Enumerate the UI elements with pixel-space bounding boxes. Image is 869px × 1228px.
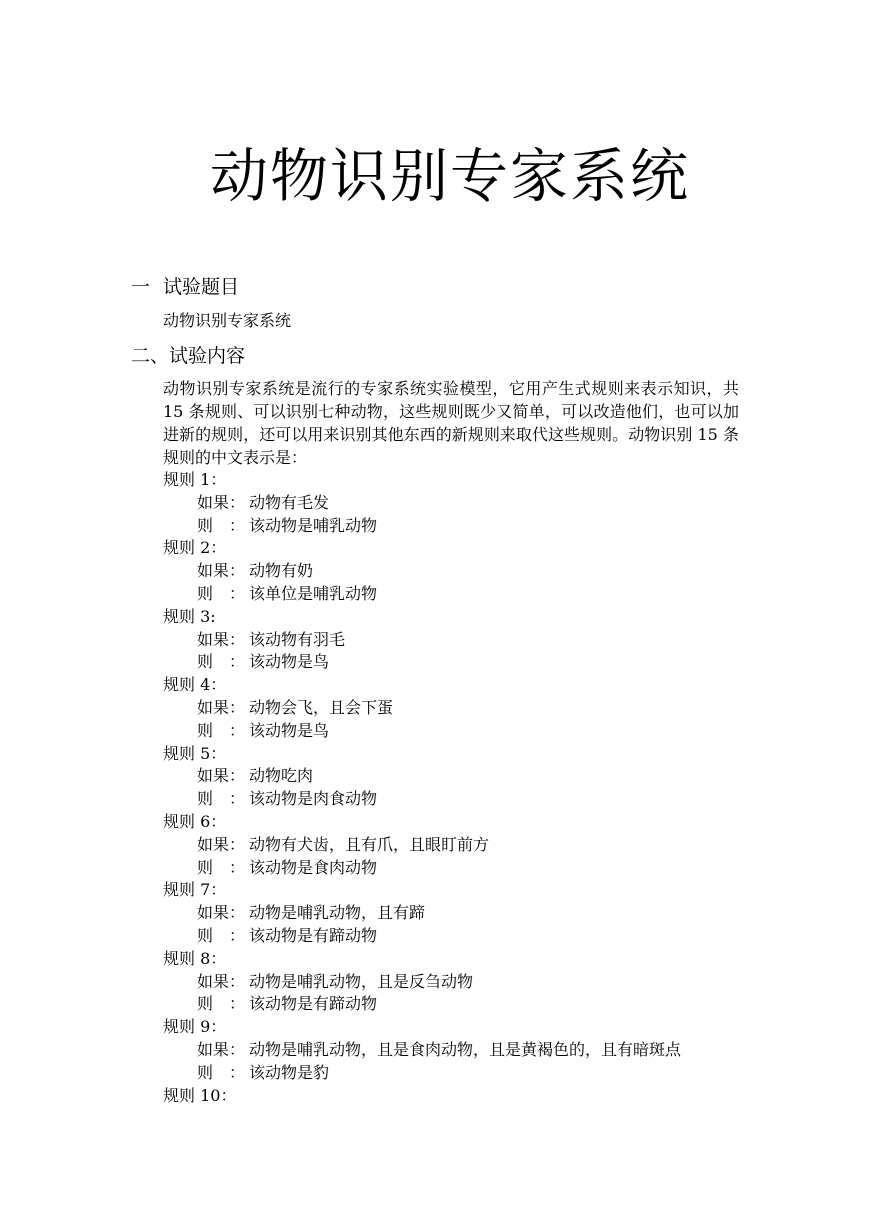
rule-conclusion: 该动物是哺乳动物	[249, 515, 378, 535]
rule-condition: 动物吃肉	[249, 766, 314, 786]
section-2-heading: 二、试验内容	[131, 345, 246, 367]
rule-then-keyword: 则 ：	[197, 515, 246, 535]
rule-2	[163, 537, 763, 605]
rule-label: 规则 6：	[163, 811, 227, 831]
rule-conclusion: 该单位是哺乳动物	[249, 583, 378, 603]
section-2-intro: 动物识别专家系统是流行的专家系统实验模型，它用产生式规则来表示知识，共 15 条规则、可以识别七种动物，这些规则既少又简单，可以改造他们，也可以加进新的规则，还可以用来识别其他东西的新规则来取代这些规则。动物识别 15 条规则的中文表示是：	[163, 379, 739, 467]
rules-list	[163, 469, 763, 1107]
rule-condition: 动物是哺乳动物，且有蹄	[249, 903, 426, 923]
rule-then-keyword: 则 ：	[197, 857, 246, 877]
rule-conclusion: 该动物是有蹄动物	[249, 994, 378, 1014]
rule-conclusion: 该动物是鸟	[249, 720, 330, 740]
rule-if-line	[163, 902, 763, 925]
rule-if-keyword: 如果：	[197, 903, 246, 923]
document-title: 动物识别专家系统	[209, 142, 690, 210]
rule-conclusion: 该动物是有蹄动物	[249, 925, 378, 945]
rule-if-line	[163, 834, 763, 857]
rule-label: 规则 10：	[163, 1085, 237, 1105]
rule-if-keyword: 如果：	[197, 1039, 246, 1059]
rule-condition: 动物有奶	[249, 561, 314, 581]
rule-condition: 动物有犬齿，且有爪，且眼盯前方	[249, 834, 490, 854]
rule-conclusion: 该动物是食肉动物	[249, 857, 378, 877]
rule-if-keyword: 如果：	[197, 492, 246, 512]
rule-then-line	[163, 993, 763, 1016]
rule-then-line	[163, 925, 763, 948]
rule-label: 规则 7：	[163, 880, 227, 900]
rule-if-line	[163, 629, 763, 652]
rule-9	[163, 1016, 763, 1084]
rule-3	[163, 606, 763, 674]
rule-conclusion: 该动物是肉食动物	[249, 789, 378, 809]
section-1-number: 一	[131, 276, 151, 298]
rule-label: 规则 8：	[163, 948, 227, 968]
rule-then-keyword: 则 ：	[197, 925, 246, 945]
rule-if-keyword: 如果：	[197, 766, 246, 786]
rule-then-line	[163, 1062, 763, 1085]
rule-if-keyword: 如果：	[197, 561, 246, 581]
rule-1	[163, 469, 763, 537]
rule-label: 规则 1：	[163, 470, 227, 489]
rule-then-line	[163, 788, 763, 811]
rule-then-keyword: 则 ：	[197, 652, 246, 672]
rule-if-keyword: 如果：	[197, 971, 246, 991]
rule-then-line	[163, 515, 763, 538]
rule-if-keyword: 如果：	[197, 629, 246, 649]
section-1-text: 动物识别专家系统	[163, 311, 292, 330]
rule-if-keyword: 如果：	[197, 697, 246, 717]
rule-if-line	[163, 560, 763, 583]
rule-6	[163, 811, 763, 879]
rule-conclusion: 该动物是鸟	[249, 652, 330, 672]
rule-label: 规则 5：	[163, 743, 227, 763]
rule-4	[163, 674, 763, 742]
rule-label: 规则 4：	[163, 675, 227, 695]
rule-condition: 动物会飞，且会下蛋	[249, 697, 394, 717]
section-1-heading	[131, 274, 239, 300]
rule-then-line	[163, 651, 763, 674]
rule-if-line	[163, 765, 763, 788]
section-1-title: 试验题目	[163, 276, 240, 298]
rule-if-line	[163, 1039, 763, 1062]
rule-if-line	[163, 971, 763, 994]
rule-5	[163, 743, 763, 811]
rule-label: 规则 9：	[163, 1017, 227, 1037]
rule-condition: 动物有毛发	[249, 492, 330, 512]
rule-then-keyword: 则 ：	[197, 789, 246, 809]
rule-10	[163, 1085, 763, 1108]
rule-condition: 该动物有羽毛	[249, 629, 346, 649]
rule-8	[163, 948, 763, 1016]
rule-then-line	[163, 720, 763, 743]
rule-then-keyword: 则 ：	[197, 1062, 246, 1082]
rule-then-keyword: 则 ：	[197, 994, 246, 1014]
rule-then-line	[163, 583, 763, 606]
rule-label: 规则 2：	[163, 538, 227, 558]
rule-then-keyword: 则 ：	[197, 583, 246, 603]
rule-7	[163, 879, 763, 947]
rule-condition: 动物是哺乳动物，且是反刍动物	[249, 971, 474, 991]
rule-if-line	[163, 697, 763, 720]
rule-then-line	[163, 857, 763, 880]
rule-then-keyword: 则 ：	[197, 720, 246, 740]
rule-label: 规则 3:	[163, 606, 216, 626]
rule-if-line	[163, 492, 763, 515]
rule-condition: 动物是哺乳动物，且是食肉动物，且是黄褐色的，且有暗斑点	[249, 1039, 682, 1059]
rule-conclusion: 该动物是豹	[249, 1062, 330, 1082]
rule-if-keyword: 如果：	[197, 834, 246, 854]
